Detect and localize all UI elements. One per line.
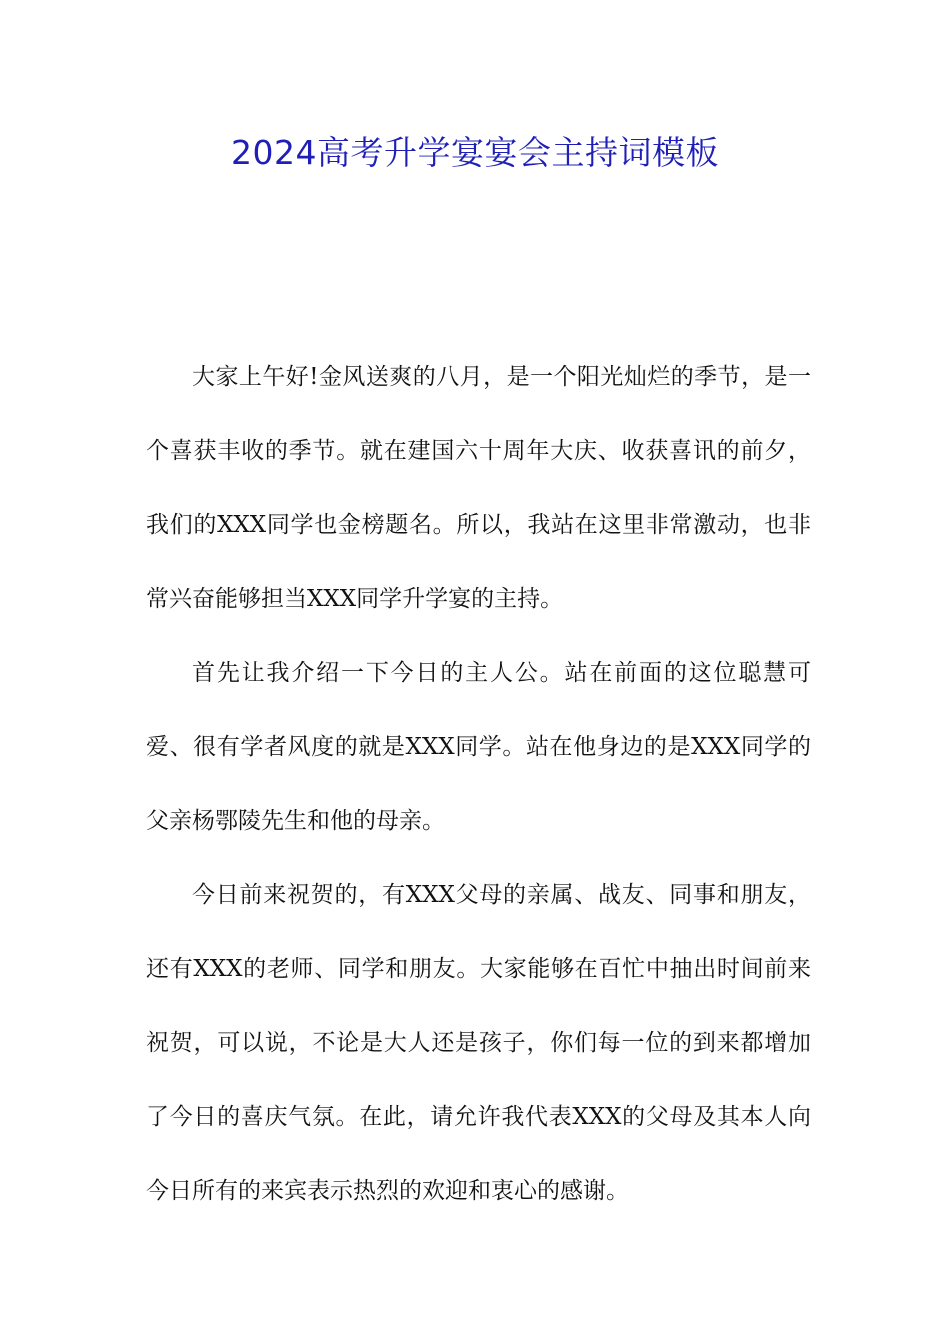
document-body xyxy=(146,340,811,1228)
paragraph-1: 大家上午好!金风送爽的八月，是一个阳光灿烂的季节，是一个喜获丰收的季节。就在建国六十周年大庆、收获喜讯的前夕，我们的XXX同学也金榜题名。所以，我站在这里非常激动，也非常兴奋能够担当XXX同学升学宴的主持。 xyxy=(146,364,811,612)
document-title: 2024高考升学宴宴会主持词模板 xyxy=(231,133,719,172)
paragraph-2: 首先让我介绍一下今日的主人公。站在前面的这位聪慧可爱、很有学者风度的就是XXX同学。站在他身边的是XXX同学的父亲杨鄂陵先生和他的母亲。 xyxy=(146,660,811,834)
paragraph-3: 今日前来祝贺的，有XXX父母的亲属、战友、同事和朋友，还有XXX的老师、同学和朋友。大家能够在百忙中抽出时间前来祝贺，可以说，不论是大人还是孩子，你们每一位的到来都增加了今日的喜庆气氛。在此，请允许我代表XXX的父母及其本人向今日所有的来宾表示热烈的欢迎和衷心的感谢。 xyxy=(146,882,811,1204)
